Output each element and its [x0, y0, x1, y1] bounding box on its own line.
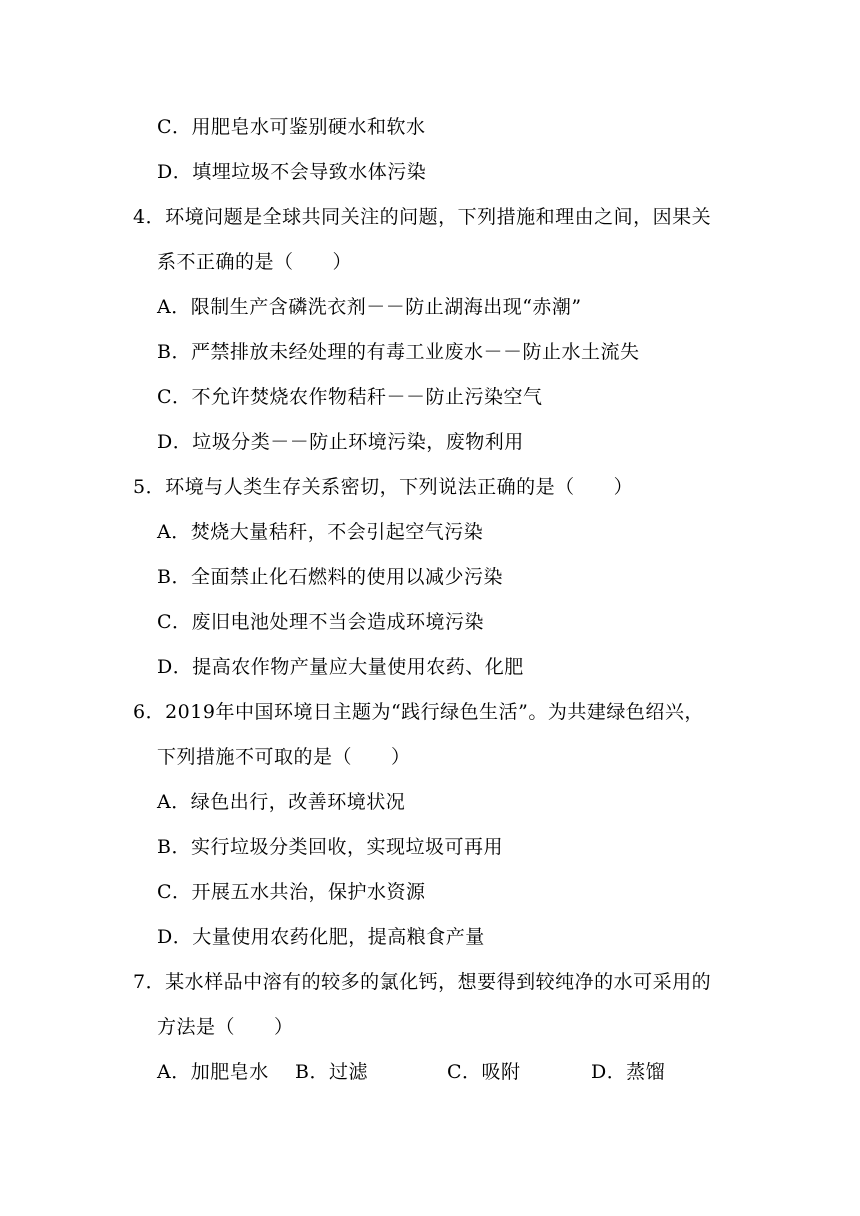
q7-stem-line1: 7．某水样品中溶有的较多的氯化钙，想要得到较纯净的水可采用的 [133, 971, 712, 993]
q5-option-d: D．提高农作物产量应大量使用农药、化肥 [157, 656, 524, 678]
q6-option-b: B．实行垃圾分类回收，实现垃圾可再用 [157, 836, 503, 858]
q4-stem-line1: 4．环境问题是全球共同关注的问题，下列措施和理由之间，因果关 [133, 206, 712, 228]
q4-stem-line2: 系不正确的是（ ） [157, 251, 353, 273]
q5-option-c: C．废旧电池处理不当会造成环境污染 [157, 611, 485, 633]
q6-option-d: D．大量使用农药化肥，提高粮食产量 [157, 926, 485, 948]
q4-option-a: A．限制生产含磷洗衣剂－－防止湖海出现“赤潮” [157, 296, 582, 318]
q4-option-c: C．不允许焚烧农作物秸秆－－防止污染空气 [157, 386, 543, 408]
q5-stem: 5．环境与人类生存关系密切，下列说法正确的是（ ） [133, 476, 634, 498]
q6-stem-line2: 下列措施不可取的是（ ） [157, 746, 411, 768]
q7-option-b: B．过滤 [295, 1061, 368, 1083]
q5-option-a: A．焚烧大量秸秆，不会引起空气污染 [157, 521, 484, 543]
q4-option-d: D．垃圾分类－－防止环境污染，废物利用 [157, 431, 524, 453]
q7-option-d: D．蒸馏 [591, 1061, 666, 1083]
q6-option-c: C．开展五水共治，保护水资源 [157, 881, 426, 903]
q3-option-c: C．用肥皂水可鉴别硬水和软水 [157, 116, 426, 138]
q3-option-d: D．填埋垃圾不会导致水体污染 [157, 161, 427, 183]
q5-option-b: B．全面禁止化石燃料的使用以减少污染 [157, 566, 503, 588]
q6-stem-line1: 6．2019年中国环境日主题为“践行绿色生活”。为共建绿色绍兴， [133, 701, 704, 723]
q7-stem-line2: 方法是（ ） [157, 1016, 294, 1038]
q6-option-a: A．绿色出行，改善环境状况 [157, 791, 406, 813]
q7-option-a: A．加肥皂水 [157, 1061, 269, 1083]
q7-option-c: C．吸附 [447, 1061, 521, 1083]
q4-option-b: B．严禁排放未经处理的有毒工业废水－－防止水土流失 [157, 341, 640, 363]
q7-options-row [157, 1060, 717, 1084]
